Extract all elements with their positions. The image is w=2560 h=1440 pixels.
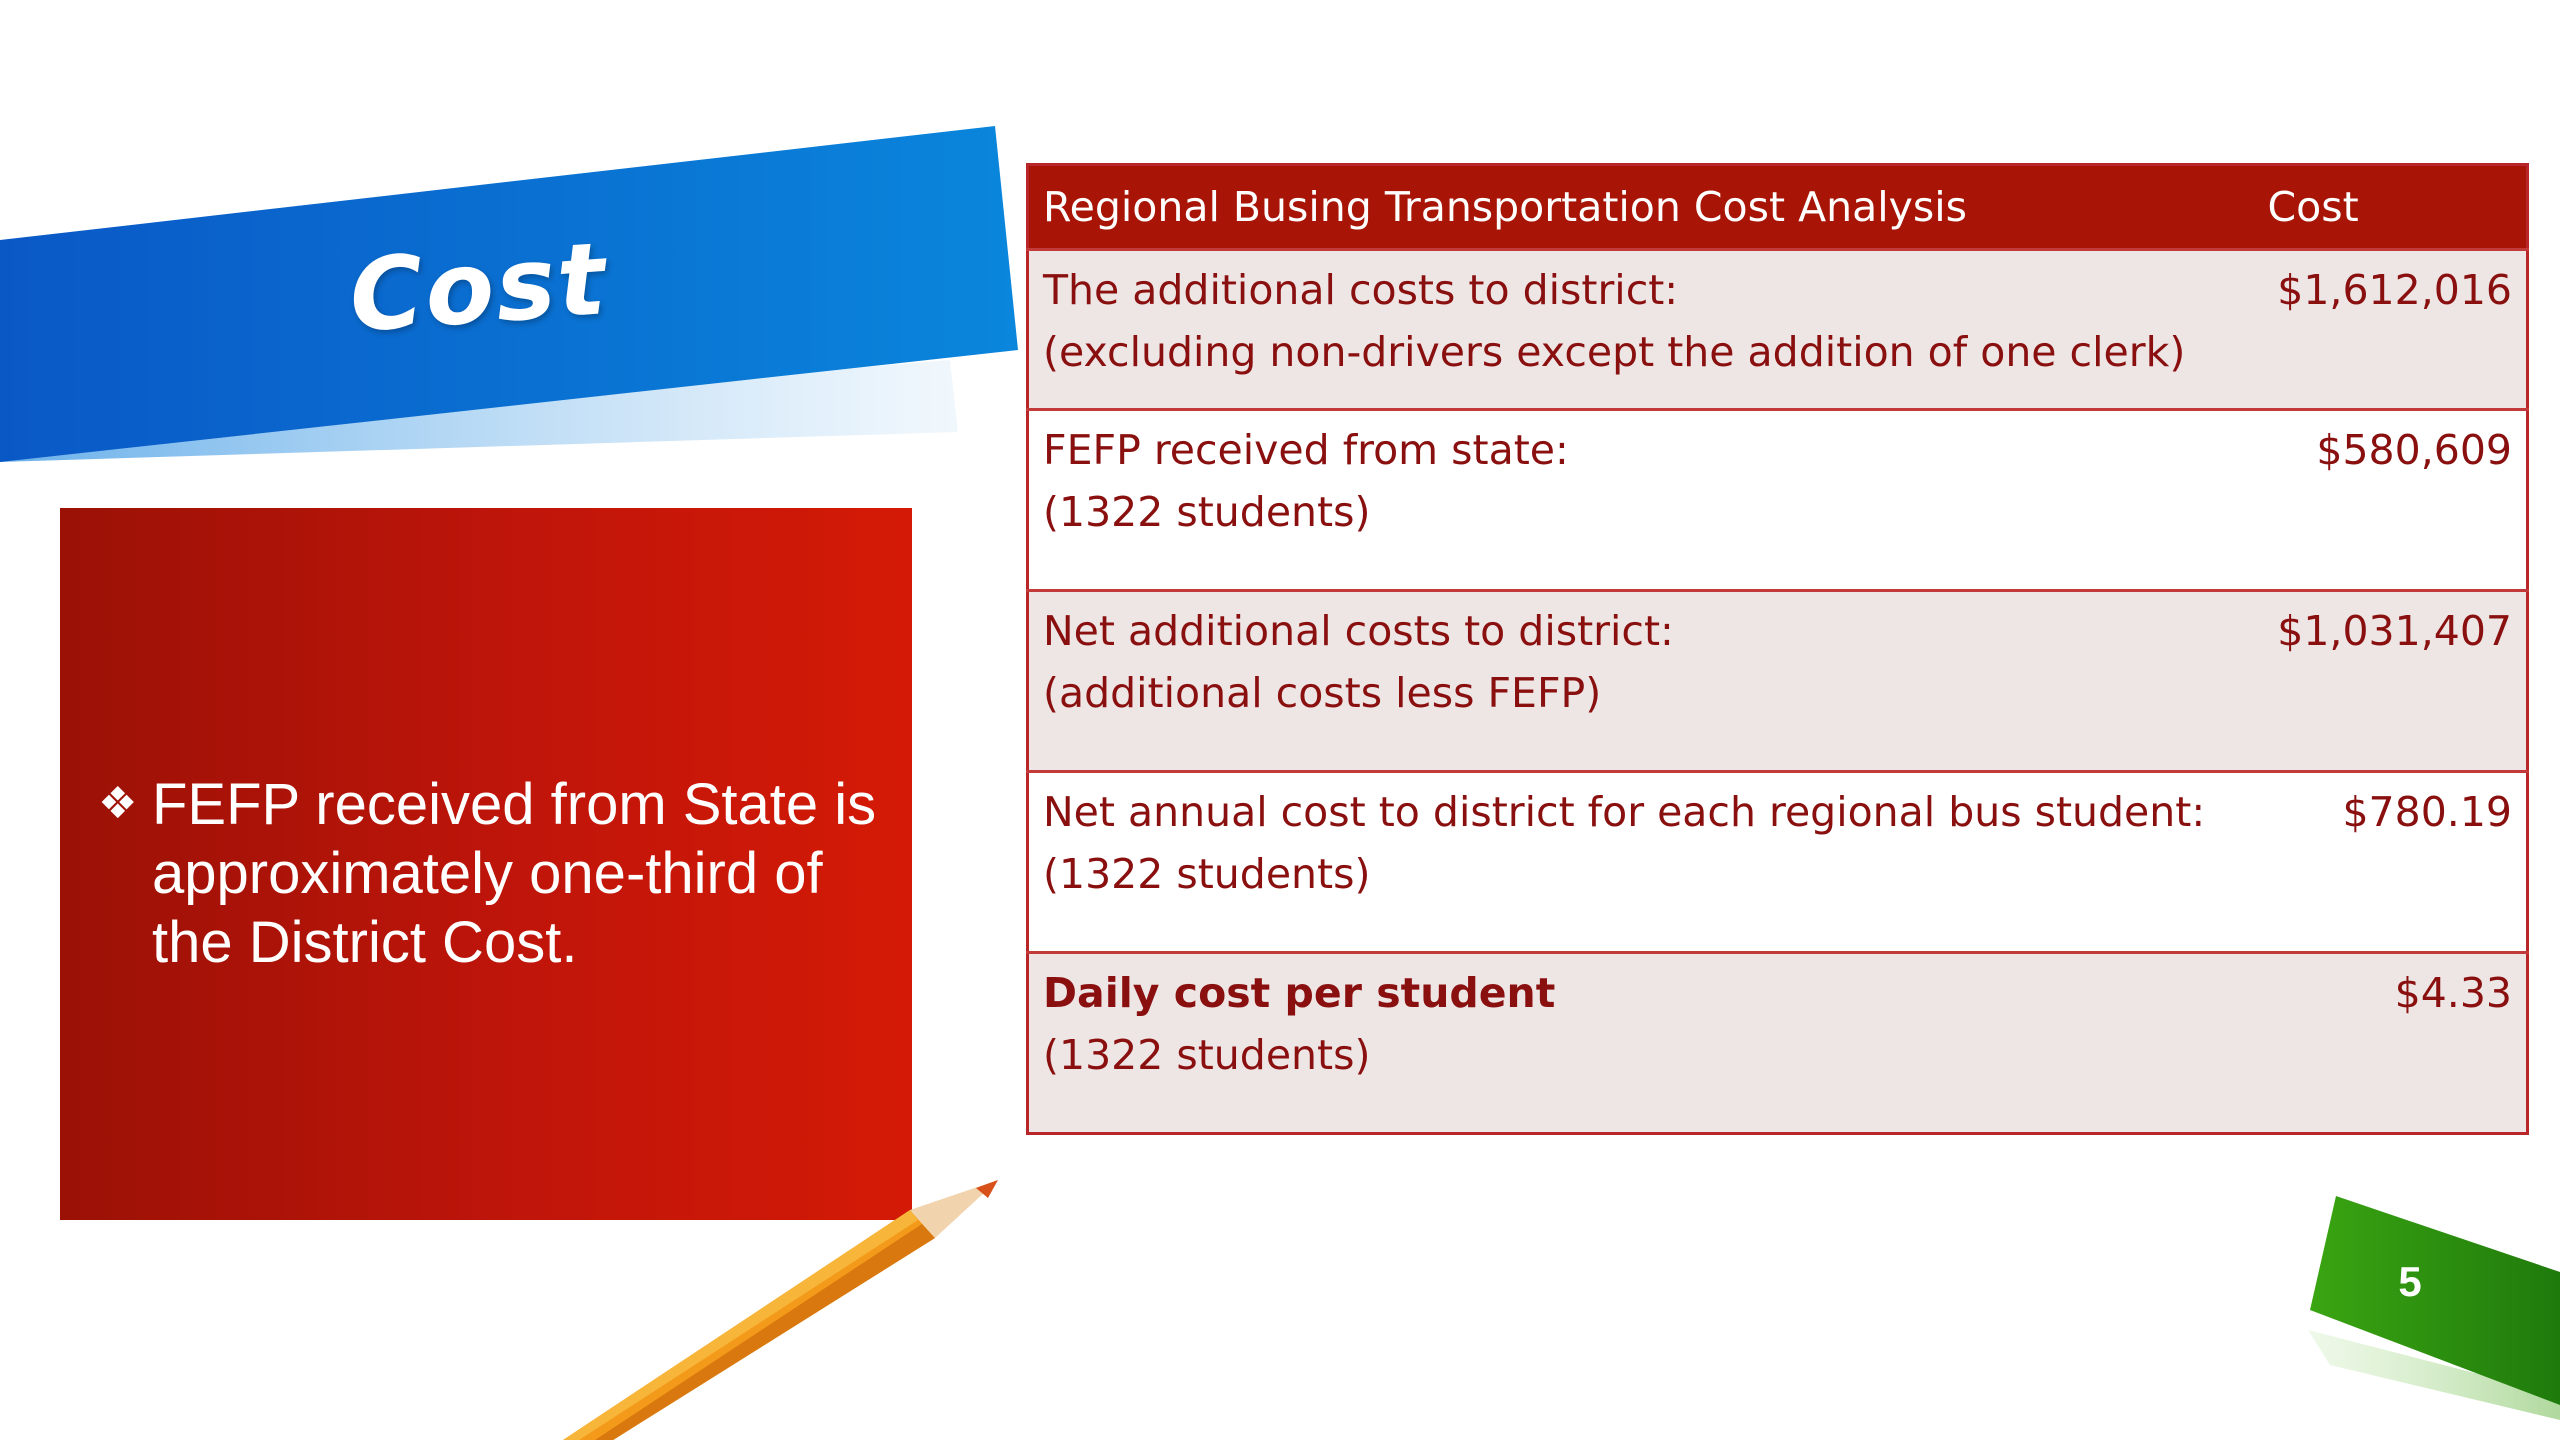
row-note: (excluding non-drivers except the addition of one clerk) bbox=[1043, 328, 2186, 376]
column-header-analysis: Regional Busing Transportation Cost Analysis bbox=[1028, 165, 2228, 250]
row-label: Daily cost per student bbox=[1043, 969, 1556, 1017]
row-label: Net annual cost to district for each regional bus student: bbox=[1043, 788, 2206, 836]
row-cost-value: $580,609 bbox=[2228, 410, 2528, 591]
row-cost-value: $4.33 bbox=[2228, 953, 2528, 1134]
row-cost-value: $780.19 bbox=[2228, 772, 2528, 953]
row-description bbox=[1028, 410, 2228, 591]
column-header-cost: Cost bbox=[2228, 165, 2528, 250]
bullet-text: FEFP received from State is approximately one-third of the District Cost. bbox=[152, 772, 877, 975]
pencil-icon bbox=[540, 1180, 1020, 1440]
page-number-tab bbox=[2290, 1180, 2560, 1440]
page-number: 5 bbox=[2398, 1258, 2422, 1305]
row-label: The additional costs to district: bbox=[1043, 266, 1679, 314]
row-note: (1322 students) bbox=[1043, 1031, 1371, 1079]
table-header-row bbox=[1028, 165, 2528, 250]
table-row bbox=[1028, 772, 2528, 953]
row-cost-value: $1,612,016 bbox=[2228, 250, 2528, 410]
bullet-item bbox=[98, 770, 898, 977]
table-row bbox=[1028, 953, 2528, 1134]
cost-analysis-table bbox=[1026, 163, 2529, 1135]
row-description bbox=[1028, 953, 2228, 1134]
table-row bbox=[1028, 410, 2528, 591]
diamond-bullet-icon: ❖ bbox=[98, 778, 138, 829]
row-description bbox=[1028, 250, 2228, 410]
row-cost-value: $1,031,407 bbox=[2228, 591, 2528, 772]
row-label: Net additional costs to district: bbox=[1043, 607, 1674, 655]
row-label: FEFP received from state: bbox=[1043, 426, 1569, 474]
row-note: (additional costs less FEFP) bbox=[1043, 669, 1602, 717]
slide-title: Cost bbox=[345, 220, 611, 355]
bullet-panel bbox=[60, 508, 912, 1220]
row-note: (1322 students) bbox=[1043, 850, 1371, 898]
row-note: (1322 students) bbox=[1043, 488, 1371, 536]
row-description bbox=[1028, 772, 2228, 953]
row-description bbox=[1028, 591, 2228, 772]
table-row bbox=[1028, 250, 2528, 410]
table-row bbox=[1028, 591, 2528, 772]
